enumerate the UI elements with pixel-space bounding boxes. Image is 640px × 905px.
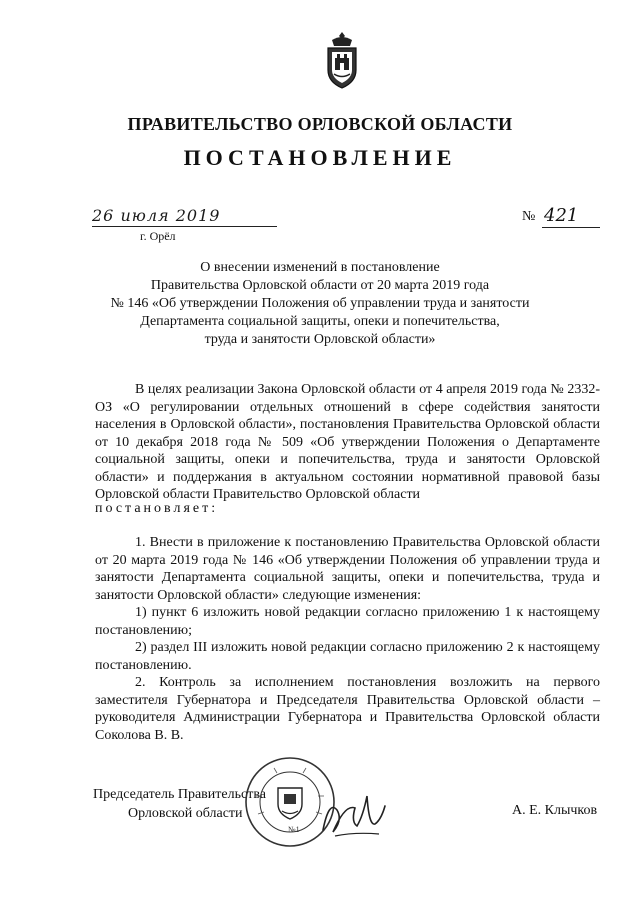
resolves-word: постановляет: xyxy=(95,501,219,516)
document-number xyxy=(522,207,600,229)
signatory-name: А. Е. Клычков xyxy=(512,803,598,818)
city: г. Орёл xyxy=(140,229,176,243)
subject-line: Правительства Орловской области от 20 марта 2019 года xyxy=(150,278,490,293)
item-2: 2. Контроль за исполнением постановления возложить на первого заместителя Губернатора и Председателя Правительства Орловской области – руководителя Администрации Губернатора и Правительства Орловской области Соколова В. В. xyxy=(95,675,600,743)
subject-line: труда и занятости Орловской области» xyxy=(204,332,436,347)
date-underline xyxy=(92,226,277,227)
subject-line: О внесении изменений в постановление xyxy=(200,260,440,275)
subject-line: № 146 «Об утверждении Положения об управлении труда и занятости xyxy=(110,296,530,311)
preamble-paragraph: В целях реализации Закона Орловской области от 4 апреля 2019 года № 2332-ОЗ «О регулировании отдельных отношений в сфере содействия занятости населения в Орловской области», постановления Правительства Орловской области от 10 декабря 2018 года № 509 «Об утверждении Положения о Департаменте социальной защиты, опеки и попечительства, труда и занятости Орловской области» и поддержания в актуальном состоянии нормативной правовой базы Орловской области Правительство Орловской области xyxy=(95,382,600,502)
item-1: 1. Внести в приложение к постановлению Правительства Орловской области от 20 марта 2019 года № 146 «Об утверждении Положения об управлении труда и занятости Департамента социальной защиты, опеки и попечительства, труда и занятости Орловской области» следующие изменения: xyxy=(95,535,600,603)
number-handwritten: 421 xyxy=(544,205,579,226)
number-underline xyxy=(542,227,600,228)
item-1-1: 1) пункт 6 изложить новой редакции согласно приложению 1 к настоящему постановлению; xyxy=(95,605,600,638)
subject-line: Департамента социальной защиты, опеки и попечительства, xyxy=(140,314,500,329)
document-type: ПОСТАНОВЛЕНИЕ xyxy=(183,145,457,170)
number-sign: № xyxy=(522,209,536,224)
date-handwritten: 26 июля 2019 xyxy=(92,206,221,225)
item-1-2: 2) раздел III изложить новой редакции согласно приложению 2 к настоящему постановлению. xyxy=(95,640,600,673)
signatory-position xyxy=(93,785,266,823)
position-line-2: Орловской области xyxy=(128,806,243,821)
document-subject xyxy=(0,259,640,349)
coat-of-arms-icon xyxy=(322,30,362,90)
svg-text:№1: №1 xyxy=(288,825,300,834)
document-date xyxy=(92,206,277,228)
handwritten-signature-icon xyxy=(315,780,395,850)
government-title: ПРАВИТЕЛЬСТВО ОРЛОВСКОЙ ОБЛАСТИ xyxy=(127,114,513,134)
position-line-1: Председатель Правительства xyxy=(93,787,266,802)
